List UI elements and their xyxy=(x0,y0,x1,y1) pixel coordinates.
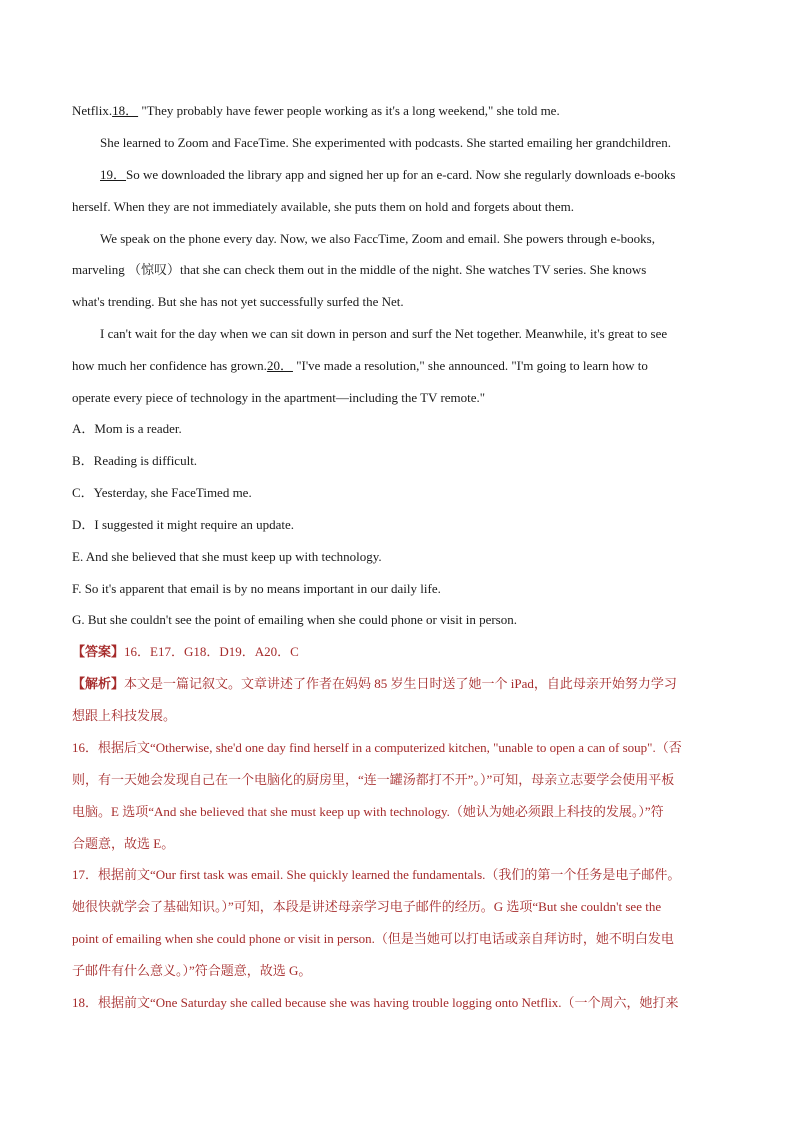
option-g: G. But she couldn't see the point of emailing when she could phone or visit in person. xyxy=(72,612,517,627)
explanation-line: 子邮件有什么意义。）”符合题意，故选 G。 xyxy=(72,963,312,978)
passage-line-8: I can't wait for the day when we can sit down in person and surf the Net together. Meanwhile, it's great to see xyxy=(100,326,668,341)
text: So we downloaded the library app and signed her up for an e-card. Now she regularly downloads e-books xyxy=(126,167,676,182)
explanation-line: point of emailing when she could phone or visit in person.（但是当她可以打电话或亲自拜访时，她不明白发电 xyxy=(72,931,674,946)
option-d: D．I suggested it might require an update. xyxy=(72,517,295,532)
passage-line-2: She learned to Zoom and FaceTime. She experimented with podcasts. She started emailing her grandchildren. xyxy=(100,135,672,150)
passage-line-7: what's trending. But she has not yet successfully surfed the Net. xyxy=(72,294,404,309)
analysis-line-1 xyxy=(72,675,677,693)
passage-line-9 xyxy=(72,357,648,375)
explanation-line: 她很快就学会了基础知识。）”可知，本段是讲述母亲学习电子邮件的经历。G 选项“But she couldn't see the xyxy=(72,899,662,914)
answer-text: 16．E17．G18．D19．A20．C xyxy=(124,644,299,659)
text: how much her confidence has grown. xyxy=(72,358,267,373)
passage-line-6: marveling （惊叹）that she can check them out in the middle of the night. She watches TV series. She knows xyxy=(72,262,647,277)
explanation-line: 17．根据前文“Our first task was email. She quickly learned the fundamentals.（我们的第一个任务是电子邮件。 xyxy=(72,867,681,882)
passage-line-4: herself. When they are not immediately available, she puts them on hold and forgets about them. xyxy=(72,199,575,214)
explanation-line: 则，有一天她会发现自己在一个电脑化的厨房里，“连一罐汤都打不开”。）”可知，母亲立志要学会使用平板 xyxy=(72,772,675,787)
option-f: F. So it's apparent that email is by no means important in our daily life. xyxy=(72,581,441,596)
passage-line-1 xyxy=(72,102,560,120)
option-a: A．Mom is a reader. xyxy=(72,421,182,436)
text: "I've made a resolution," she announced. "I'm going to learn how to xyxy=(292,358,648,373)
passage-line-10: operate every piece of technology in the apartment—including the TV remote." xyxy=(72,390,486,405)
analysis-tag: 【解析】 xyxy=(72,676,125,691)
explanation-line: 电脑。E 选项“And she believed that she must keep up with technology.（她认为她必须跟上科技的发展。）”符 xyxy=(72,804,664,819)
answer-tag: 【答案】 xyxy=(72,644,125,659)
answer-line xyxy=(72,643,299,661)
explanation-line: 16．根据后文“Otherwise, she'd one day find herself in a computerized kitchen, "unable to open a can of soup".（否 xyxy=(72,740,682,755)
passage-line-3 xyxy=(100,166,675,184)
explanation-line: 合题意，故选 E。 xyxy=(72,836,175,851)
option-e: E. And she believed that she must keep up with technology. xyxy=(72,549,382,564)
blank-18: 18． xyxy=(112,103,139,118)
blank-20: 20． xyxy=(266,358,293,373)
passage-line-5: We speak on the phone every day. Now, we also FaccTime, Zoom and email. She powers through e-books, xyxy=(100,231,655,246)
blank-19: 19． xyxy=(100,167,127,182)
analysis-text: 本文是一篇记叙文。文章讲述了作者在妈妈 85 岁生日时送了她一个 iPad，自此母亲开始努力学习 xyxy=(124,676,677,691)
option-b: B．Reading is difficult. xyxy=(72,453,198,468)
analysis-line-2: 想跟上科技发展。 xyxy=(72,708,177,723)
text: "They probably have fewer people working as it's a long weekend," she told me. xyxy=(138,103,560,118)
explanation-line: 18．根据前文“One Saturday she called because she was having trouble logging onto Netflix.（一个周六，她打来 xyxy=(72,995,679,1010)
text: Netflix. xyxy=(72,103,113,118)
option-c: C．Yesterday, she FaceTimed me. xyxy=(72,485,252,500)
